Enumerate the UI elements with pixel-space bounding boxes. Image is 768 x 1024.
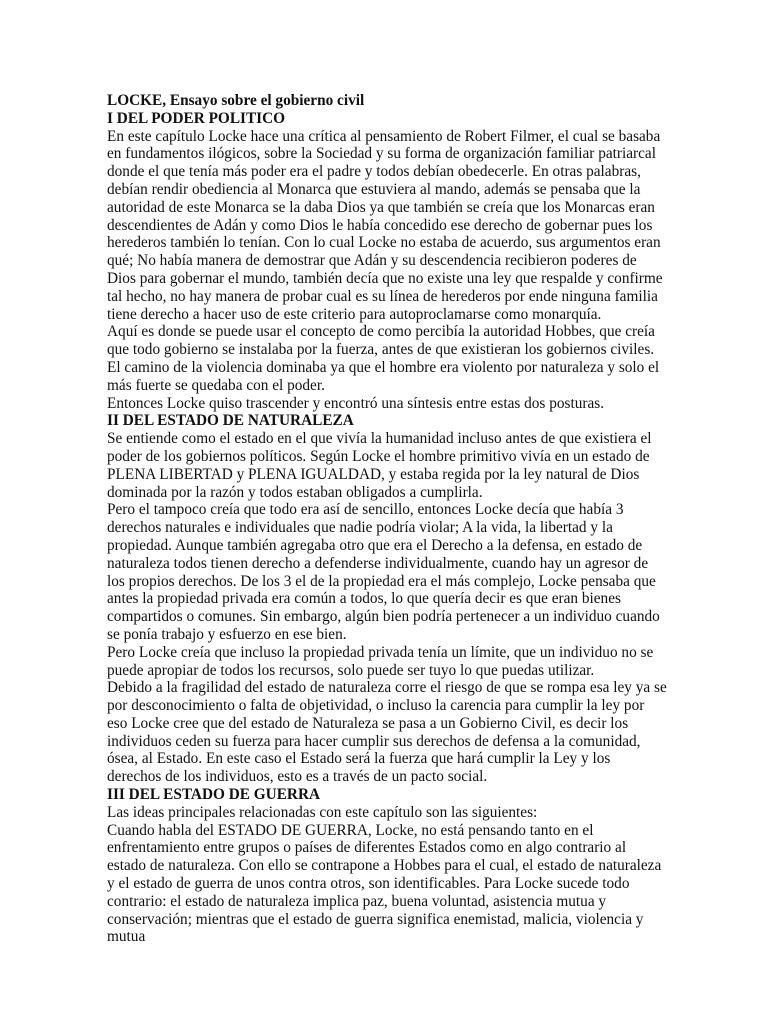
section-heading-estado-naturaleza: II DEL ESTADO DE NATURALEZA bbox=[107, 412, 354, 430]
document-page bbox=[107, 92, 667, 946]
paragraph: Entonces Locke quiso trascender y encontró una síntesis entre estas dos posturas. bbox=[107, 394, 605, 412]
paragraph: Pero Locke creía que incluso la propiedad privada tenía un límite, que un individuo no se puede apropiar de todos los recursos, solo puede ser tuyo lo que puedas utilizar. bbox=[107, 643, 654, 679]
paragraph: Aquí es donde se puede usar el concepto de como percibía la autoridad Hobbes, que creía que todo gobierno se instalaba por la fuerza, antes de que existieran los gobiernos civiles. El camino de la violencia dominaba ya que el hombre era violento por naturaleza y solo el más fuerte se quedaba con el poder. bbox=[107, 323, 660, 394]
paragraph: Las ideas principales relacionadas con este capítulo son las siguientes: bbox=[107, 803, 538, 821]
document-title: LOCKE, Ensayo sobre el gobierno civil bbox=[107, 92, 365, 109]
paragraph: Pero el tampoco creía que todo era así de sencillo, entonces Locke decía que había 3 derechos naturales e individuales que nadie podría violar; A la vida, la libertad y la propiedad. Aunque también agregaba otro que era el Derecho a la defensa, en estado de naturaleza todos tienen derecho a defenderse individualmente, cuando hay un agresor de los propios derechos. De los 3 el de la propiedad era el más complejo, Locke pensaba que antes la propiedad privada era común a todos, lo que quería decir es que eran bienes compartidos o comunes. Sin embargo, algún bien podría pertenecer a un individuo cuando se ponía trabajo y esfuerzo en ese bien. bbox=[107, 501, 660, 643]
paragraph: Cuando habla del ESTADO DE GUERRA, Locke, no está pensando tanto en el enfrentamiento entre grupos o países de diferentes Estados como en algo contrario al estado de naturaleza. Con ello se contrapone a Hobbes para el cual, el estado de naturaleza y el estado de guerra de unos contra otros, son identificables. Para Locke sucede todo contrario: el estado de naturaleza implica paz, buena voluntad, asistencia mutua y conservación; mientras que el estado de guerra significa enemistad, malicia, violencia y mutua bbox=[107, 821, 662, 946]
section-heading-estado-guerra: III DEL ESTADO DE GUERRA bbox=[107, 786, 321, 804]
paragraph: En este capítulo Locke hace una crítica al pensamiento de Robert Filmer, el cual se basaba en fundamentos ilógicos, sobre la Sociedad y su forma de organización familiar patriarcal donde el que tenía más poder era el padre y todos debían obedecerle. En otras palabras, debían rendir obediencia al Monarca que estuviera al mando, además se pensaba que la autoridad de este Monarca se la daba Dios ya que también se creía que los Monarcas eran descendientes de Adán y como Dios le había concedido ese derecho de gobernar pues los herederos también lo tenían. Con lo cual Locke no estaba de acuerdo, sus argumentos eran qué; No había manera de demostrar que Adán y su descendencia recibieron poderes de Dios para gobernar el mundo, también decía que no existe una ley que respalde y confirme tal hecho, no hay manera de probar cual es su línea de herederos por ende ninguna familia tiene derecho a hacer uso de este criterio para autoproclamarse como monarquía. bbox=[107, 127, 663, 323]
paragraph: Se entiende como el estado en el que vivía la humanidad incluso antes de que existiera el poder de los gobiernos políticos. Según Locke el hombre primitivo vivía en un estado de PLENA LIBERTAD y PLENA IGUALDAD, y estaba regida por la ley natural de Dios dominada por la razón y todos estaban obligados a cumplirla. bbox=[107, 430, 652, 501]
section-heading-poder-politico: I DEL PODER POLITICO bbox=[107, 109, 286, 127]
paragraph: Debido a la fragilidad del estado de naturaleza corre el riesgo de que se rompa esa ley ya se por desconocimiento o falta de objetividad, o incluso la carencia para cumplir la ley por eso Locke cree que del estado de Naturaleza se pasa a un Gobierno Civil, es decir los individuos ceden su fuerza para hacer cumplir sus derechos de defensa a la comunidad, ósea, al Estado. En este caso el Estado será la fuerza que hará cumplir la Ley y los derechos de los individuos, esto es a través de un pacto social. bbox=[107, 679, 667, 786]
